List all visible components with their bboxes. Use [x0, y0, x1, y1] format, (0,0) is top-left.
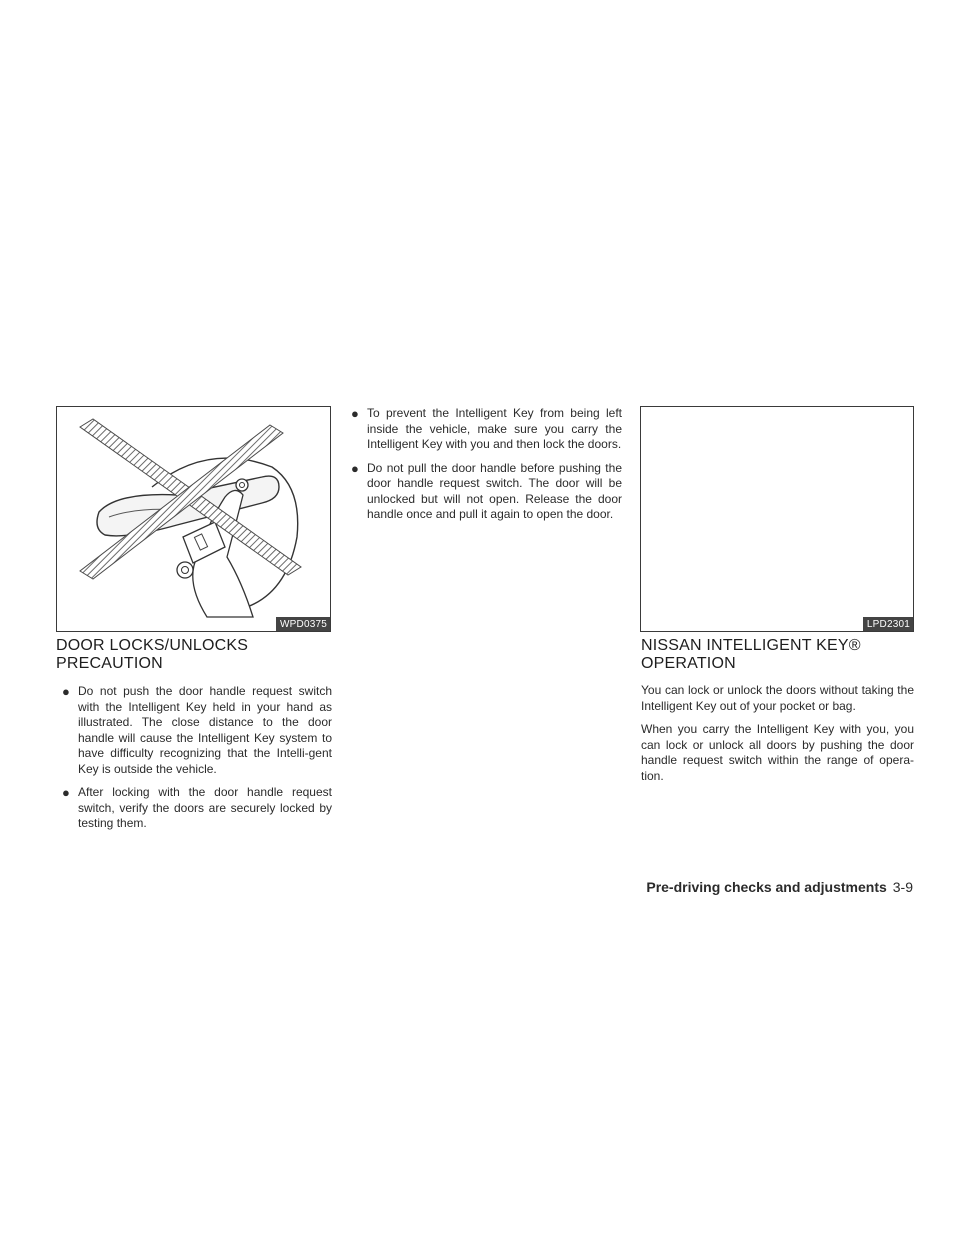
heading-line: OPERATION: [641, 655, 736, 672]
door-handle-illustration: [56, 406, 331, 632]
section-heading: [641, 637, 921, 673]
list-item: [349, 406, 622, 453]
body-paragraph: You can lock or unlock the doors without taking the Intelligent Key out of your pocket or bag.: [641, 683, 914, 713]
figure-code: WPD0375: [276, 617, 330, 631]
list-item-text: To prevent the Intelligent Key from being left inside the vehicle, make sure you carry the Intelligent Key with you and then lock the doors.: [367, 406, 622, 451]
bullet-icon: ●: [62, 684, 70, 699]
list-item-text: After locking with the door handle request switch, verify the doors are securely locked by testing them.: [78, 785, 332, 830]
list-item-text: Do not push the door handle request switch with the Intelligent Key held in your hand as illustrated. The close distance to the door handle will cause the Intelligent Key system to have difficulty recognizing that the Intelli-gent Key is outside the vehicle.: [78, 684, 332, 776]
precaution-list: [60, 684, 332, 840]
section-heading: [56, 637, 336, 673]
list-item: [60, 684, 332, 777]
bullet-icon: ●: [351, 460, 359, 476]
door-handle-drawing: [57, 407, 330, 631]
bullet-icon: ●: [62, 785, 70, 800]
precaution-list-continued: [349, 406, 622, 531]
list-item: [349, 461, 622, 523]
heading-line: PRECAUTION: [56, 655, 163, 672]
page-footer: [646, 878, 913, 896]
page-number: 3-9: [892, 879, 913, 895]
heading-line: DOOR LOCKS/UNLOCKS: [56, 637, 249, 654]
intelligent-key-illustration: [640, 406, 914, 632]
heading-line: NISSAN INTELLIGENT KEY®: [641, 637, 861, 654]
bullet-icon: ●: [351, 406, 359, 421]
body-paragraph: When you carry the Intelligent Key with you, you can lock or unlock all doors by pushing the door handle request switch within the range of opera-tion.: [641, 722, 914, 783]
section-title: Pre-driving checks and adjustments: [646, 879, 887, 895]
figure-code: LPD2301: [863, 617, 913, 631]
list-item: [60, 785, 332, 832]
list-item-text: Do not pull the door handle before pushing the door handle request switch. The door will be unlocked but will not open. Release the door handle once and pull it again to open the door.: [367, 460, 622, 521]
